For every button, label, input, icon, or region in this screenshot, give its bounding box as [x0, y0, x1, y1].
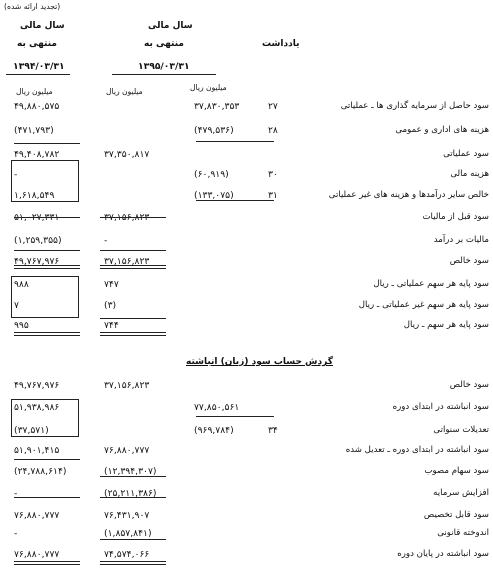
row-label: مالیات بر درآمد	[433, 235, 489, 245]
row-label: سود پایه هر سهم ـ ریال	[403, 320, 489, 330]
double-rule	[100, 561, 166, 565]
row-label: سود خالص	[449, 256, 489, 266]
rule	[14, 459, 80, 460]
rule	[14, 497, 80, 498]
row-label: سود قابل تخصیص	[423, 510, 489, 520]
row-previous-year: ۴۹,۴۰۸,۷۸۲	[14, 149, 60, 160]
rule	[100, 318, 166, 319]
row-previous-year: (۲۴,۷۸۸,۶۱۴)	[14, 466, 67, 477]
prev-year-sub: منتهی به	[17, 39, 57, 49]
row-previous-year: ۷۶,۸۸۰,۷۷۷	[14, 549, 60, 560]
row-current-total: -	[104, 235, 108, 246]
rule	[100, 217, 166, 218]
row-label: سود خالص	[449, 380, 489, 390]
row-label: خالص سایر درآمدها و هزینه های غیر عملیاتی	[328, 190, 489, 200]
row-previous-year: -	[14, 488, 18, 499]
row-current-total: ۷۴۷	[104, 279, 119, 290]
row-current-detail: (۹۶۹,۷۸۴)	[194, 425, 234, 436]
cur-year-date: ۱۳۹۵/۰۳/۳۱	[138, 61, 190, 72]
double-rule	[100, 332, 166, 336]
row-current-total: (۳)	[104, 300, 117, 311]
retained-earnings-title: گردش حساب سود (زیان) انباشته	[186, 357, 333, 367]
cur-header-rule	[112, 74, 216, 75]
row-previous-year: ۵۱,۹۳۸,۹۸۶	[14, 402, 60, 413]
row-label: سود پایه هر سهم غیر عملیاتی ـ ریال	[358, 300, 489, 310]
note-column-header: یادداشت	[262, 39, 300, 49]
row-note: ۳۱	[268, 190, 278, 201]
rule	[196, 416, 274, 417]
row-label: هزینه مالی	[450, 169, 489, 179]
restated-note: (تجدید ارائه شده)	[4, 2, 61, 11]
rule	[196, 200, 274, 201]
row-current-total: ۷۶,۸۸۰,۷۷۷	[104, 445, 150, 456]
row-current-total: ۷۶,۴۳۱,۹۰۷	[104, 510, 150, 521]
row-current-detail: (۶۰,۹۱۹)	[194, 169, 229, 180]
cur-year-sub: منتهی به	[144, 39, 184, 49]
row-previous-year: ۹۸۸	[14, 279, 29, 290]
row-previous-year: ۵۱,۰۲۷,۳۳۱	[14, 212, 60, 223]
row-note: ۲۸	[268, 125, 278, 136]
row-current-detail: ۳۷,۸۳۰,۳۵۳	[194, 101, 240, 112]
unit-cur: میلیون ریال	[190, 83, 227, 92]
row-current-total: (۲۵,۲۱۱,۳۸۶)	[104, 488, 157, 499]
row-current-total: ۳۷,۱۵۶,۸۲۳	[104, 212, 150, 223]
row-previous-year: ۴۹,۸۸۰,۵۷۵	[14, 101, 60, 112]
prev-year-title: سال مالی	[20, 21, 65, 31]
row-previous-year: (۴۷۱,۷۹۳)	[14, 125, 54, 136]
rule	[14, 250, 80, 251]
row-previous-year: ۷۶,۸۸۰,۷۷۷	[14, 510, 60, 521]
row-previous-year: (۳۷,۵۷۱)	[14, 425, 49, 436]
row-previous-year: ۵۱,۹۰۱,۴۱۵	[14, 445, 60, 456]
row-label: تعدیلات سنواتی	[433, 425, 489, 435]
double-rule	[14, 332, 80, 336]
cur-year-title: سال مالی	[148, 21, 193, 31]
rule	[196, 141, 274, 142]
rule	[14, 217, 80, 218]
row-label: افزایش سرمایه	[433, 488, 489, 498]
highlight-box	[11, 160, 79, 202]
row-current-detail: ۷۷,۸۵۰,۵۶۱	[194, 402, 240, 413]
rule	[14, 143, 80, 144]
row-label: سود پایه هر سهم عملیاتی ـ ریال	[373, 279, 489, 289]
row-current-total: (۱۲,۳۹۴,۳۰۷)	[104, 466, 157, 477]
highlight-box	[11, 399, 79, 437]
row-label: سود انباشته در ابتدای دوره	[392, 402, 489, 412]
row-previous-year: ۴۹,۷۶۷,۹۷۶	[14, 380, 60, 391]
row-current-total: ۷۴۴	[104, 320, 119, 331]
unit-prev: میلیون ریال	[16, 87, 53, 96]
rule	[100, 497, 166, 498]
row-previous-year: -	[14, 169, 18, 180]
row-label: سود حاصل از سرمایه گذاری ها ـ عملیاتی	[340, 101, 489, 111]
row-current-total: ۳۷,۳۵۰,۸۱۷	[104, 149, 150, 160]
row-previous-year: ۹۹۵	[14, 320, 29, 331]
row-current-total: (۱,۸۵۷,۸۴۱)	[104, 528, 152, 539]
prev-header-rule	[6, 74, 70, 75]
row-current-detail: (۴۷۹,۵۳۶)	[194, 125, 234, 136]
row-current-detail: (۱۳۳,۰۷۵)	[194, 190, 234, 201]
row-note: ۲۷	[268, 101, 278, 112]
row-label: سود انباشته در پایان دوره	[397, 549, 489, 559]
row-current-total: ۳۷,۱۵۶,۸۲۳	[104, 256, 150, 267]
row-label: سود قبل از مالیات	[422, 212, 489, 222]
row-note: ۳۴	[268, 425, 278, 436]
rule	[100, 476, 166, 477]
row-label: سود سهام مصوب	[424, 466, 489, 476]
row-note: ۳۰	[268, 169, 278, 180]
rule	[100, 539, 166, 540]
row-label: سود عملیاتی	[443, 149, 489, 159]
double-rule	[14, 561, 80, 565]
row-previous-year: ۷	[14, 300, 19, 311]
row-label: سود انباشته در ابتدای دوره ـ تعدیل شده	[345, 445, 489, 455]
row-current-total: ۷۴,۵۷۴,۰۶۶	[104, 549, 150, 560]
row-previous-year: (۱,۲۵۹,۳۵۵)	[14, 235, 62, 246]
highlight-box	[11, 276, 79, 318]
row-label: هزینه های اداری و عمومی	[395, 125, 489, 135]
rule	[100, 250, 166, 251]
row-previous-year: -	[14, 528, 18, 539]
row-previous-year: ۱,۶۱۸,۵۴۹	[14, 190, 55, 201]
double-rule	[100, 265, 166, 269]
double-rule	[14, 265, 80, 269]
prev-year-date: ۱۳۹۴/۰۳/۳۱	[13, 61, 65, 72]
row-current-total: ۳۷,۱۵۶,۸۲۳	[104, 380, 150, 391]
row-label: اندوخته قانونی	[437, 528, 489, 538]
unit-mid: میلیون ریال	[106, 87, 143, 96]
row-previous-year: ۴۹,۷۶۷,۹۷۶	[14, 256, 60, 267]
